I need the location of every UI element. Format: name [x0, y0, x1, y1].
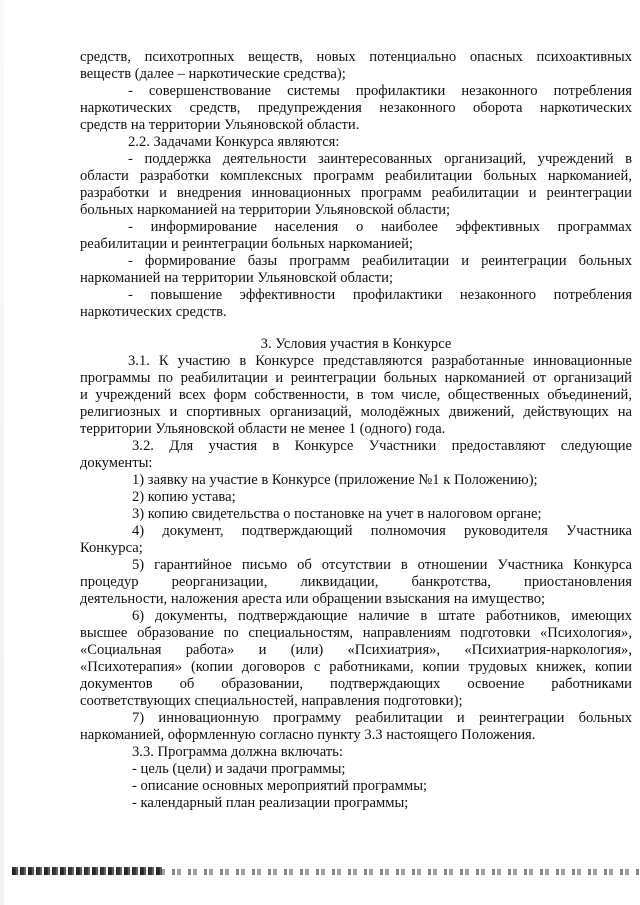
list-item-numbered: 5) гарантийное письмо об отсутствии в отношении Участника Конкурса — [132, 557, 632, 573]
paragraph-line: больных наркоманией на территории Ульяновской области; — [80, 202, 451, 218]
paragraph-line: «Психотерапия» (копии договоров с работниками, копии трудовых книжек, копии — [80, 659, 632, 675]
paragraph-line: программы по реабилитации и реинтеграции больных наркоманией от организаций — [80, 370, 632, 386]
paragraph-line: наркотических средств. — [80, 304, 227, 320]
paragraph-line: религиозных и спортивных организаций, молодёжных движений, действующих на — [80, 404, 632, 420]
list-item-dash: - информирование населения о наиболее эффективных программах — [128, 219, 632, 235]
paragraph-line: наркоманией на территории Ульяновской области; — [80, 270, 394, 286]
paragraph-line: Конкурса; — [80, 540, 143, 556]
paragraph-line: наркоманией, оформленную согласно пункту 3.3 настоящего Положения. — [80, 727, 536, 743]
paragraph-line: территории Ульяновской области не менее 1 (одного) года. — [80, 421, 446, 437]
list-item-numbered: 6) документы, подтверждающие наличие в штате работников, имеющих — [132, 608, 632, 624]
paragraph-heading-3-3: 3.3. Программа должна включать: — [132, 744, 343, 760]
paragraph-line: деятельности, наложения ареста или обращении взыскания на имущество; — [80, 591, 546, 607]
scan-artifact-dark — [12, 867, 162, 875]
paragraph-line: разработки и внедрения инновационных программ реабилитации и реинтеграции — [80, 185, 632, 201]
paragraph-line: соответствующих специальностей, направления подготовки); — [80, 693, 463, 709]
list-item-numbered: 1) заявку на участие в Конкурсе (приложение №1 к Положению); — [132, 472, 538, 488]
scan-edge-shadow — [0, 0, 4, 905]
list-item-dash: - описание основных мероприятий программы; — [132, 778, 428, 794]
list-item-dash: - формирование базы программ реабилитации и реинтеграции больных — [128, 253, 632, 269]
list-item-dash: - повышение эффективности профилактики незаконного потребления — [128, 287, 632, 303]
paragraph-line: средств на территории Ульяновской области. — [80, 117, 360, 133]
list-item-dash: - календарный план реализации программы; — [132, 795, 409, 811]
paragraph-line: и учреждений всех форм собственности, в том числе, общественных объединений, — [80, 387, 632, 403]
paragraph-line: «Социальная работа» и (или) «Психиатрия», «Психиатрия-наркология», — [80, 642, 632, 658]
list-item-numbered: 4) документ, подтверждающий полномочия руководителя Участника — [132, 523, 632, 539]
list-item-dash: - совершенствование системы профилактики незаконного потребления — [128, 83, 632, 99]
list-item-numbered: 3) копию свидетельства о постановке на учет в налоговом органе; — [132, 506, 542, 522]
paragraph-line: области разработки комплексных программ реабилитации больных наркоманией, — [80, 168, 632, 184]
paragraph-heading-3-1: 3.1. К участию в Конкурсе представляются разработанные инновационные — [128, 353, 632, 369]
section-heading: 3. Условия участия в Конкурсе — [260, 336, 452, 352]
paragraph-line: высшее образование по специальностям, направлениям подготовки «Психология», — [80, 625, 632, 641]
list-item-numbered: 7) инновационную программу реабилитации и реинтеграции больных — [132, 710, 632, 726]
paragraph-line: средств, психотропных веществ, новых потенциально опасных психоактивных — [80, 49, 632, 65]
paragraph-heading-2-2: 2.2. Задачами Конкурса являются: — [128, 134, 340, 150]
paragraph-line: процедур реорганизации, ликвидации, банкротства, приостановления — [80, 574, 632, 590]
list-item-dash: - поддержка деятельности заинтересованных организаций, учреждений в — [128, 151, 632, 167]
paragraph-line: документов об образовании, подтверждающих освоение работниками — [80, 676, 632, 692]
paragraph-heading-3-2: 3.2. Для участия в Конкурсе Участники предоставляют следующие — [132, 438, 632, 454]
list-item-numbered: 2) копию устава; — [132, 489, 236, 505]
list-item-dash: - цель (цели) и задачи программы; — [132, 761, 346, 777]
paragraph-line: документы: — [80, 455, 153, 471]
paragraph-line: веществ (далее – наркотические средства); — [80, 66, 346, 82]
paragraph-line: наркотических средств, предупреждения незаконного оборота наркотических — [80, 100, 632, 116]
paragraph-line: реабилитации и реинтеграции больных наркоманией; — [80, 236, 413, 252]
